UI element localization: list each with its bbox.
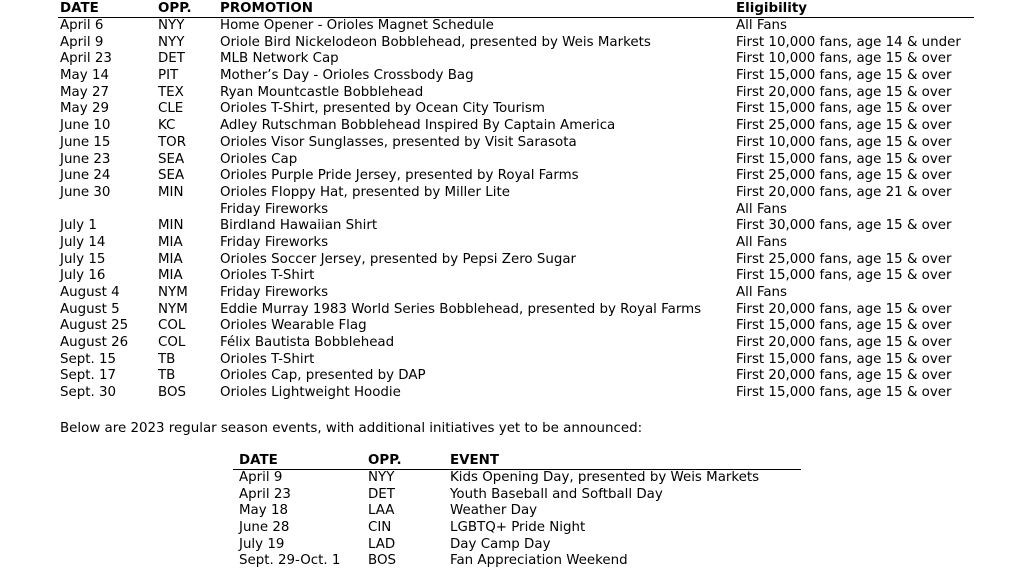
table-row xyxy=(58,152,974,169)
row-eligibility: First 20,000 fans, age 15 & over xyxy=(736,368,952,384)
promotions-header xyxy=(58,1,974,18)
row-opponent: MIA xyxy=(158,234,183,250)
row-promotion: Orioles Cap xyxy=(220,151,298,167)
events-intro-text: Below are 2023 regular season events, with additional initiatives yet to be announced: xyxy=(60,421,643,436)
row-date: May 14 xyxy=(60,68,109,84)
row-eligibility: All Fans xyxy=(736,285,787,300)
row-opponent: PIT xyxy=(158,68,179,84)
row-date: August 25 xyxy=(60,318,129,334)
row-eligibility: First 20,000 fans, age 15 & over xyxy=(736,301,952,317)
table-row xyxy=(58,168,974,185)
table-row xyxy=(58,68,974,85)
events-header-date: DATE xyxy=(239,453,278,468)
row-date: Sept. 30 xyxy=(60,385,117,401)
row-eligibility: First 15,000 fans, age 15 & over xyxy=(736,318,952,334)
header-date: DATE xyxy=(60,1,99,16)
table-row xyxy=(58,218,974,235)
row-date: June 24 xyxy=(60,168,111,184)
row-eligibility: First 20,000 fans, age 21 & over xyxy=(736,184,952,200)
table-row xyxy=(233,487,801,504)
row-date: Sept. 17 xyxy=(60,368,117,384)
row-eligibility: First 10,000 fans, age 14 & under xyxy=(736,34,961,50)
row-date: May 18 xyxy=(239,503,288,519)
row-promotion: Orioles T-Shirt, presented by Ocean City Tourism xyxy=(220,101,545,117)
table-row xyxy=(58,302,974,319)
table-row xyxy=(58,268,974,285)
row-date: June 10 xyxy=(60,118,111,134)
row-date: July 15 xyxy=(60,251,106,267)
row-opponent: DET xyxy=(368,486,395,502)
row-eligibility: First 25,000 fans, age 15 & over xyxy=(736,168,952,184)
header-opp: OPP. xyxy=(158,1,192,16)
row-opponent: MIA xyxy=(158,251,183,267)
table-row xyxy=(58,118,974,135)
table-row xyxy=(58,185,974,202)
table-row xyxy=(58,335,974,352)
row-promotion: Orioles Floppy Hat, presented by Miller Lite xyxy=(220,184,510,200)
row-promotion: Home Opener - Orioles Magnet Schedule xyxy=(220,18,494,33)
row-eligibility: First 15,000 fans, age 15 & over xyxy=(736,268,952,284)
row-opponent: BOS xyxy=(158,385,186,401)
row-eligibility: First 15,000 fans, age 15 & over xyxy=(736,385,952,401)
row-eligibility: First 10,000 fans, age 15 & over xyxy=(736,51,952,67)
row-opponent: MIN xyxy=(158,218,184,234)
row-promotion: Adley Rutschman Bobblehead Inspired By Captain America xyxy=(220,118,616,134)
row-opponent: TB xyxy=(158,351,176,367)
row-date: August 5 xyxy=(60,301,120,317)
row-promotion: Ryan Mountcastle Bobblehead xyxy=(220,84,424,100)
row-opponent: LAD xyxy=(368,536,396,552)
row-eligibility: First 30,000 fans, age 15 & over xyxy=(736,218,952,234)
row-eligibility: First 20,000 fans, age 15 & over xyxy=(736,335,952,351)
row-promotion: Orioles Lightweight Hoodie xyxy=(220,385,401,401)
events-header-event: EVENT xyxy=(450,453,499,468)
header-eligibility: Eligibility xyxy=(736,1,807,16)
table-row xyxy=(233,470,801,487)
events-header-opp: OPP. xyxy=(368,453,402,468)
row-opponent: KC xyxy=(158,118,176,134)
row-promotion: Birdland Hawaiian Shirt xyxy=(220,218,378,234)
row-promotion: Friday Fireworks xyxy=(220,234,329,250)
row-date: April 9 xyxy=(239,470,283,485)
row-opponent: TOR xyxy=(158,134,187,150)
row-eligibility: All Fans xyxy=(736,18,787,33)
table-row xyxy=(58,252,974,269)
table-row xyxy=(233,520,801,537)
row-promotion: Orioles T-Shirt xyxy=(220,351,315,367)
row-event: Youth Baseball and Softball Day xyxy=(450,486,663,502)
table-row xyxy=(58,18,974,35)
table-row xyxy=(233,537,801,554)
row-date: June 28 xyxy=(239,520,290,536)
row-opponent: NYM xyxy=(158,285,188,300)
row-eligibility: First 25,000 fans, age 15 & over xyxy=(736,118,952,134)
row-eligibility: All Fans xyxy=(736,234,787,250)
row-date: August 26 xyxy=(60,335,129,351)
row-date: August 4 xyxy=(60,285,120,300)
row-promotion: Orioles Visor Sunglasses, presented by Visit Sarasota xyxy=(220,134,577,150)
table-row xyxy=(233,503,801,520)
row-opponent: NYY xyxy=(368,470,395,485)
row-date: June 30 xyxy=(60,184,111,200)
row-event: Kids Opening Day, presented by Weis Markets xyxy=(450,470,760,485)
table-row xyxy=(58,235,974,252)
row-date: April 9 xyxy=(60,34,104,50)
row-opponent: MIN xyxy=(158,184,184,200)
row-opponent: NYM xyxy=(158,301,188,317)
row-eligibility: First 15,000 fans, age 15 & over xyxy=(736,151,952,167)
promotions-table xyxy=(58,1,974,402)
row-opponent: SEA xyxy=(158,168,185,184)
table-row xyxy=(58,51,974,68)
row-date: June 15 xyxy=(60,134,111,150)
row-date: Sept. 15 xyxy=(60,351,117,367)
row-eligibility: First 15,000 fans, age 15 & over xyxy=(736,351,952,367)
table-row xyxy=(58,368,974,385)
row-eligibility: First 15,000 fans, age 15 & over xyxy=(736,68,952,84)
row-promotion: Orioles Cap, presented by DAP xyxy=(220,368,426,384)
row-date: May 27 xyxy=(60,84,109,100)
row-opponent: SEA xyxy=(158,151,185,167)
table-row xyxy=(233,553,801,570)
row-opponent: NYY xyxy=(158,34,185,50)
row-date: June 23 xyxy=(60,151,111,167)
row-promotion: MLB Network Cap xyxy=(220,51,339,67)
row-event: Fan Appreciation Weekend xyxy=(450,553,628,569)
table-row xyxy=(58,35,974,52)
row-promotion: Mother’s Day - Orioles Crossbody Bag xyxy=(220,68,474,84)
table-row xyxy=(58,202,974,219)
row-date: April 6 xyxy=(60,18,104,33)
row-date: July 19 xyxy=(239,536,285,552)
row-opponent: COL xyxy=(158,318,186,334)
promotions-body xyxy=(58,18,974,402)
row-promotion: Orioles Wearable Flag xyxy=(220,318,367,334)
row-opponent: CLE xyxy=(158,101,184,117)
table-row xyxy=(58,85,974,102)
events-body xyxy=(233,470,801,570)
row-opponent: BOS xyxy=(368,553,396,569)
row-date: July 16 xyxy=(60,268,106,284)
row-promotion: Orioles Purple Pride Jersey, presented by Royal Farms xyxy=(220,168,579,184)
row-opponent: TEX xyxy=(158,84,184,100)
row-promotion: Orioles T-Shirt xyxy=(220,268,315,284)
row-date: July 14 xyxy=(60,234,106,250)
row-opponent: CIN xyxy=(368,520,392,536)
row-promotion: Friday Fireworks xyxy=(220,201,329,217)
row-date: May 29 xyxy=(60,101,109,117)
table-row xyxy=(58,101,974,118)
row-eligibility: First 20,000 fans, age 15 & over xyxy=(736,84,952,100)
row-eligibility: First 25,000 fans, age 15 & over xyxy=(736,251,952,267)
row-opponent: LAA xyxy=(368,503,395,519)
row-date: Sept. 29-Oct. 1 xyxy=(239,553,341,569)
row-opponent: MIA xyxy=(158,268,183,284)
row-eligibility: First 10,000 fans, age 15 & over xyxy=(736,134,952,150)
table-row xyxy=(58,352,974,369)
row-eligibility: First 15,000 fans, age 15 & over xyxy=(736,101,952,117)
table-row xyxy=(58,318,974,335)
row-event: Weather Day xyxy=(450,503,538,519)
row-date: July 1 xyxy=(60,218,97,234)
row-opponent: DET xyxy=(158,51,185,67)
row-promotion: Friday Fireworks xyxy=(220,285,329,300)
row-eligibility: All Fans xyxy=(736,201,787,217)
events-header xyxy=(233,453,801,470)
table-row xyxy=(58,385,974,402)
row-event: Day Camp Day xyxy=(450,536,551,552)
row-date: April 23 xyxy=(239,486,291,502)
events-table xyxy=(233,453,801,570)
row-opponent: COL xyxy=(158,335,186,351)
row-opponent: NYY xyxy=(158,18,185,33)
row-promotion: Orioles Soccer Jersey, presented by Pepsi Zero Sugar xyxy=(220,251,577,267)
table-row xyxy=(58,135,974,152)
row-promotion: Eddie Murray 1983 World Series Bobblehead, presented by Royal Farms xyxy=(220,301,702,317)
row-promotion: Oriole Bird Nickelodeon Bobblehead, presented by Weis Markets xyxy=(220,34,651,50)
header-promotion: PROMOTION xyxy=(220,1,313,16)
table-row xyxy=(58,285,974,302)
row-opponent: TB xyxy=(158,368,176,384)
row-date: April 23 xyxy=(60,51,112,67)
row-promotion: Félix Bautista Bobblehead xyxy=(220,335,395,351)
row-event: LGBTQ+ Pride Night xyxy=(450,520,586,536)
